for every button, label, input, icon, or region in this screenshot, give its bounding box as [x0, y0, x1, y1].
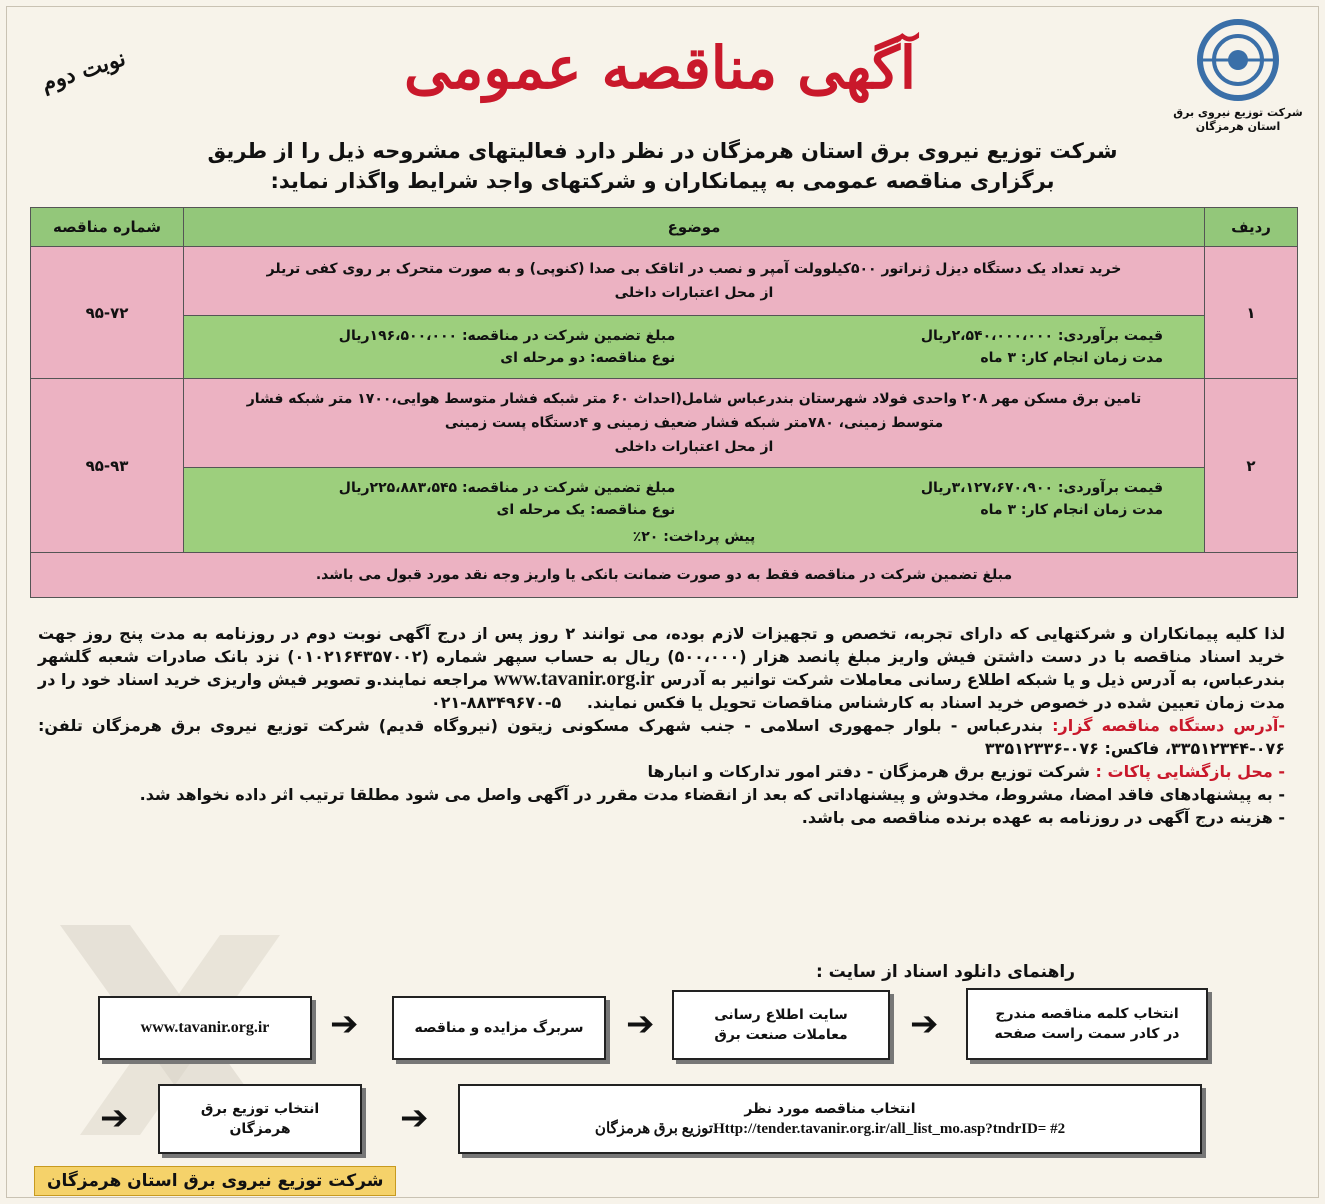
- guide-step-select-hormozgan[interactable]: [158, 1084, 362, 1154]
- guide-step-tender-link-line1: انتخاب مناقصه مورد نظر: [744, 1101, 916, 1117]
- subject-line: متوسط زمینی، ۷۸۰متر شبکه فشار ضعیف زمینی و ۴دستگاه پست زمینی: [444, 415, 944, 431]
- subject-line: تامین برق مسکن مهر ۲۰۸ واحدی فولاد شهرستان بندرعباس شامل(احداث ۶۰ متر شبکه فشار متوسط هوایی،۱۷۰۰ متر شبکه فشار: [246, 391, 1142, 407]
- guarantee-amount: مبلغ تضمین شرکت در مناقصه: ۱۹۶،۵۰۰،۰۰۰ریال: [338, 328, 676, 344]
- table-row-details: [31, 468, 1298, 553]
- arrow-left-icon: ➔: [626, 1004, 655, 1044]
- company-logo: [1173, 18, 1303, 134]
- estimate-price: قیمت برآوردی: ۳،۱۲۷،۶۷۰،۹۰۰ریال: [920, 480, 1163, 496]
- row-subject: [184, 379, 1205, 468]
- tender-number: ۹۵-۹۳: [31, 379, 184, 553]
- guide-step-info-site-line1: سایت اطلاع رسانی: [714, 1007, 848, 1023]
- work-duration: مدت زمان انجام کار: ۳ ماه: [980, 350, 1163, 366]
- tender-number: ۹۵-۷۲: [31, 247, 184, 379]
- arrow-left-icon: ➔: [100, 1098, 129, 1138]
- subject-line: خرید تعداد یک دستگاه دیزل ژنراتور ۵۰۰کیلوولت آمپر و نصب در اتاقک بی صدا (کنوپی) و به صورت متحرک بر روی کفی تریلر: [266, 261, 1122, 277]
- guarantee-amount: مبلغ تضمین شرکت در مناقصه: ۲۲۵،۸۸۳،۵۴۵ریال: [338, 480, 676, 496]
- tender-table: [30, 207, 1298, 598]
- purchase-instructions-end: مراجعه نمایند.و تصویر فیش واریزی خرید اسناد خود را در مدت زمان تعیین شده در خصوص خرید اسناد به کارشناس مناقصات تحویل یا فکس نمایند.: [38, 670, 1285, 712]
- row-details: [184, 316, 1205, 379]
- website-link[interactable]: www.tavanir.org.ir: [493, 668, 655, 690]
- subject-line: از محل اعتبارات داخلی: [614, 439, 774, 455]
- guide-step-website-label: www.tavanir.org.ir: [140, 1019, 270, 1036]
- estimate-price: قیمت برآوردی: ۲،۵۴۰،۰۰۰،۰۰۰ریال: [920, 328, 1163, 344]
- table-row: [31, 379, 1298, 468]
- announcement-body: [38, 622, 1285, 829]
- address-label: -آدرس دستگاه مناقصه گزار:: [1052, 716, 1286, 735]
- guide-step-select-tender-line1: انتخاب کلمه مناقصه مندرج: [995, 1006, 1179, 1022]
- table-header: [31, 208, 1298, 247]
- row-index: ۲: [1205, 379, 1298, 553]
- purchase-instructions: لذا کلیه پیمانکاران و شرکتهایی که دارای تجربه، تخصص و تجهیزات لازم بوده، می توانند ۲ روز پس از درج آگهی نوبت دوم در روزنامه به مدت پنج روز جهت خرید اسناد مناقصه با در دست داشتن فیش واریز مبلغ پانصد هزار (۵۰۰،۰۰۰) ریال به حساب سپهر شماره (۰۱۰۲۱۶۴۳۵۷۰۰۲) نزد بانک صادرات شعبه گلشهر بندرعباس، به آدرس ذیل و یا شبکه اطلاع رسانی معاملات شرکت توانیر به آدرس: [38, 624, 1286, 689]
- tender-type: نوع مناقصه: دو مرحله ای: [500, 350, 676, 366]
- arrow-left-icon: ➔: [910, 1004, 939, 1044]
- round-label: نوبت دوم: [38, 45, 129, 97]
- col-number-header: شماره مناقصه: [31, 208, 184, 247]
- opening-paragraph: [38, 760, 1285, 783]
- guide-step-select-hormozgan-line2: هرمزگان: [229, 1121, 291, 1137]
- note-2: - هزینه درج آگهی در روزنامه به عهده برنده مناقصه می باشد.: [801, 808, 1285, 827]
- table-row-details: [31, 316, 1298, 379]
- arrow-left-icon: ➔: [330, 1004, 359, 1044]
- table-row: [31, 247, 1298, 316]
- col-row-header: ردیف: [1205, 208, 1298, 247]
- subject-line: از محل اعتبارات داخلی: [614, 285, 774, 301]
- guide-title: راهنمای دانلود اسناد از سایت :: [815, 962, 1075, 982]
- opening-label: - محل بازگشایی پاکات :: [1095, 762, 1285, 781]
- guide-step-tender-tab-label: سربرگ مزایده و مناقصه: [414, 1020, 584, 1036]
- guide-step-info-site-line2: معاملات صنعت برق: [714, 1027, 848, 1043]
- guide-step-tender-link[interactable]: [458, 1084, 1202, 1154]
- guide-step-select-tender[interactable]: [966, 988, 1208, 1060]
- arrow-left-icon: ➔: [400, 1098, 429, 1138]
- guide-step-tender-tab[interactable]: [392, 996, 606, 1060]
- address-paragraph: [38, 714, 1285, 760]
- body-paragraph: [38, 622, 1285, 714]
- col-subject-header: موضوع: [184, 208, 1205, 247]
- guarantee-note: مبلغ تضمین شرکت در مناقصه فقط به دو صورت ضمانت بانکی یا واریز وجه نقد مورد قبول می باشد.: [31, 553, 1298, 598]
- opening-text: شرکت توزیع برق هرمزگان - دفتر امور تدارکات و انبارها: [647, 762, 1090, 781]
- guide-step-select-hormozgan-line1: انتخاب توزیع برق: [200, 1101, 320, 1117]
- intro-text: [150, 136, 1175, 196]
- fax-phone: ۰۲۱-۸۸۳۴۹۶۷۰-۵: [430, 693, 562, 712]
- guide-step-select-tender-line2: در کادر سمت راست صفحه: [994, 1026, 1180, 1042]
- intro-line-2: برگزاری مناقصه عمومی به پیمانکاران و شرکتهای واجد شرایط واگذار نماید:: [270, 169, 1055, 193]
- company-emblem-icon: [1188, 18, 1288, 104]
- row-details: [184, 468, 1205, 553]
- guide-step-website[interactable]: [98, 996, 312, 1060]
- address-text: بندرعباس - بلوار جمهوری اسلامی - جنب شهرک مسکونی زیتون (نیروگاه قدیم) شرکت توزیع نیروی برق هرمزگان تلفن: ۰۷۶-۳۳۵۱۲۳۴۴، فاکس: ۰۷۶-۳۳۵۱۲۳۳۶: [38, 716, 1285, 758]
- row-subject: [184, 247, 1205, 316]
- guide-step-tender-link-url[interactable]: Http://tender.tavanir.org.ir/all_list_mo.asp?tndrID= #2توزیع برق هرمزگان: [594, 1121, 1066, 1137]
- row-index: ۱: [1205, 247, 1298, 379]
- work-duration: مدت زمان انجام کار: ۳ ماه: [980, 502, 1163, 518]
- guide-step-info-site[interactable]: [672, 990, 890, 1060]
- intro-line-1: شرکت توزیع نیروی برق استان هرمزگان در نظر دارد فعالیتهای مشروحه ذیل را از طریق: [207, 139, 1118, 163]
- note-1: - به پیشنهادهای فاقد امضا، مشروط، مخدوش و پیشنهاداتی که بعد از انقضاء مدت مقرر در آگهی واصل می شود مطلقا ترتیب اثر داده نخواهد شد.: [139, 785, 1285, 804]
- prepayment: پیش پرداخت: ۲۰٪: [632, 529, 756, 545]
- page-title: آگهی مناقصه عمومی: [403, 34, 917, 102]
- guarantee-note-row: [31, 553, 1298, 598]
- logo-caption: شرکت توزیع نیروی برق استان هرمزگان: [1173, 106, 1303, 133]
- tender-type: نوع مناقصه: یک مرحله ای: [496, 502, 676, 518]
- footer-company: شرکت توزیع نیروی برق استان هرمزگان: [34, 1166, 396, 1196]
